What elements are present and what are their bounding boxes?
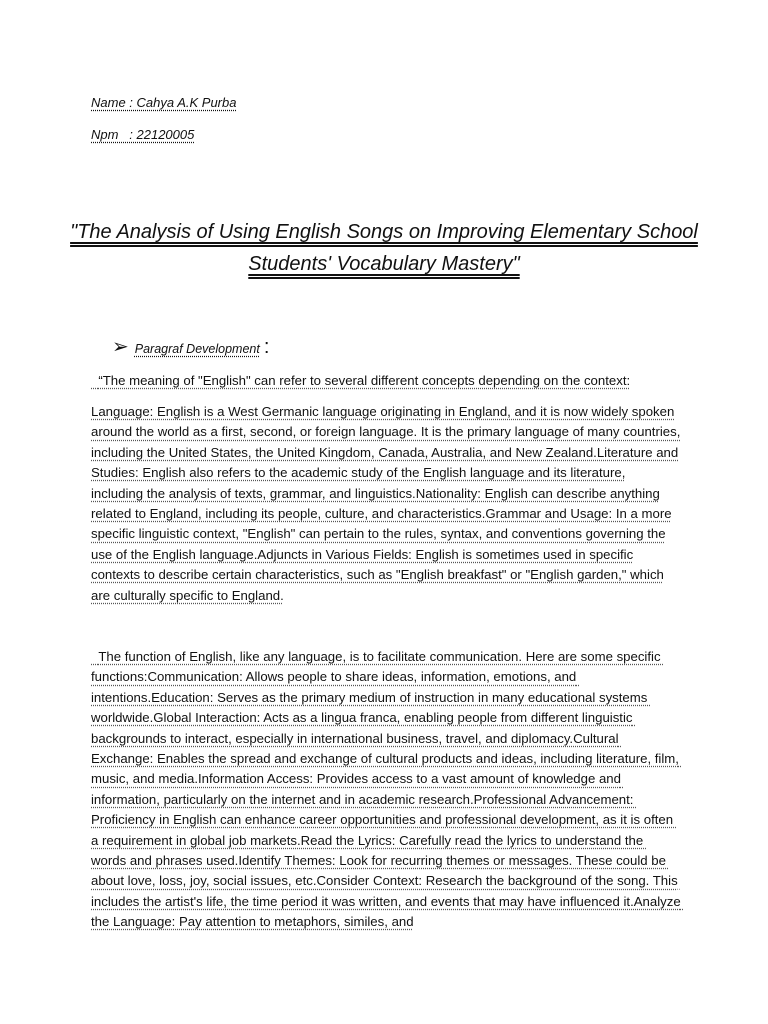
student-npm: Npm : 22120005	[91, 127, 195, 142]
intro-paragraph: “The meaning of "English" can refer to several different concepts depending on the context:	[91, 373, 631, 388]
student-name: Name : Cahya A.K Purba	[91, 95, 237, 110]
arrow-bullet-icon: ➢	[112, 336, 129, 358]
section-heading	[112, 334, 269, 359]
section-heading-label: Paragraf Development	[134, 342, 260, 356]
meaning-paragraph: Language: English is a West Germanic language originating in England, and it is now widely spoken around the world as a first, second, or foreign language. It is the primary language of many countries, including the United States, the United Kingdom, Canada, Australia, and New Zealand.Literature and Studies: English also refers to the academic study of the English language and its literature, including the analysis of texts, grammar, and linguistics.Nationality: English can describe anything related to England, including its people, culture, and characteristics.Grammar and Usage: In a more specific linguistic context, "English" can pertain to the rules, syntax, and conventions governing the use of the English language.Adjuncts in Various Fields: English is sometimes used in specific contexts to describe certain characteristics, such as "English breakfast" or "English garden," which are culturally specific to England.	[91, 404, 681, 603]
function-paragraph: The function of English, like any language, is to facilitate communication. Here are some specific functions:Communication: Allows people to share ideas, information, emotions, and intentions.Education: Serves as the primary medium of instruction in many educational systems worldwide.Global Interaction: Acts as a lingua franca, enabling people from different linguistic backgrounds to interact, especially in international business, travel, and diplomacy.Cultural Exchange: Enables the spread and exchange of cultural products and ideas, including literature, film, music, and media.Information Access: Provides access to a vast amount of knowledge and information, particularly on the internet and in academic research.Professional Advancement: Proficiency in English can enhance career opportunities and professional development, as it is often a requirement in global job markets.Read the Lyrics: Carefully read the lyrics to understand the words and phrases used.Identify Themes: Look for recurring themes or messages. These could be about love, loss, joy, social issues, etc.Consider Context: Research the background of the song. This includes the artist's life, the time period it was written, and events that may have influenced it.Analyze the Language: Pay attention to metaphors, similes, and	[91, 649, 685, 930]
section-heading-colon: :	[263, 336, 270, 358]
document-title: "The Analysis of Using English Songs on Improving Elementary School Students' Vocabulary Mastery"	[70, 221, 698, 275]
